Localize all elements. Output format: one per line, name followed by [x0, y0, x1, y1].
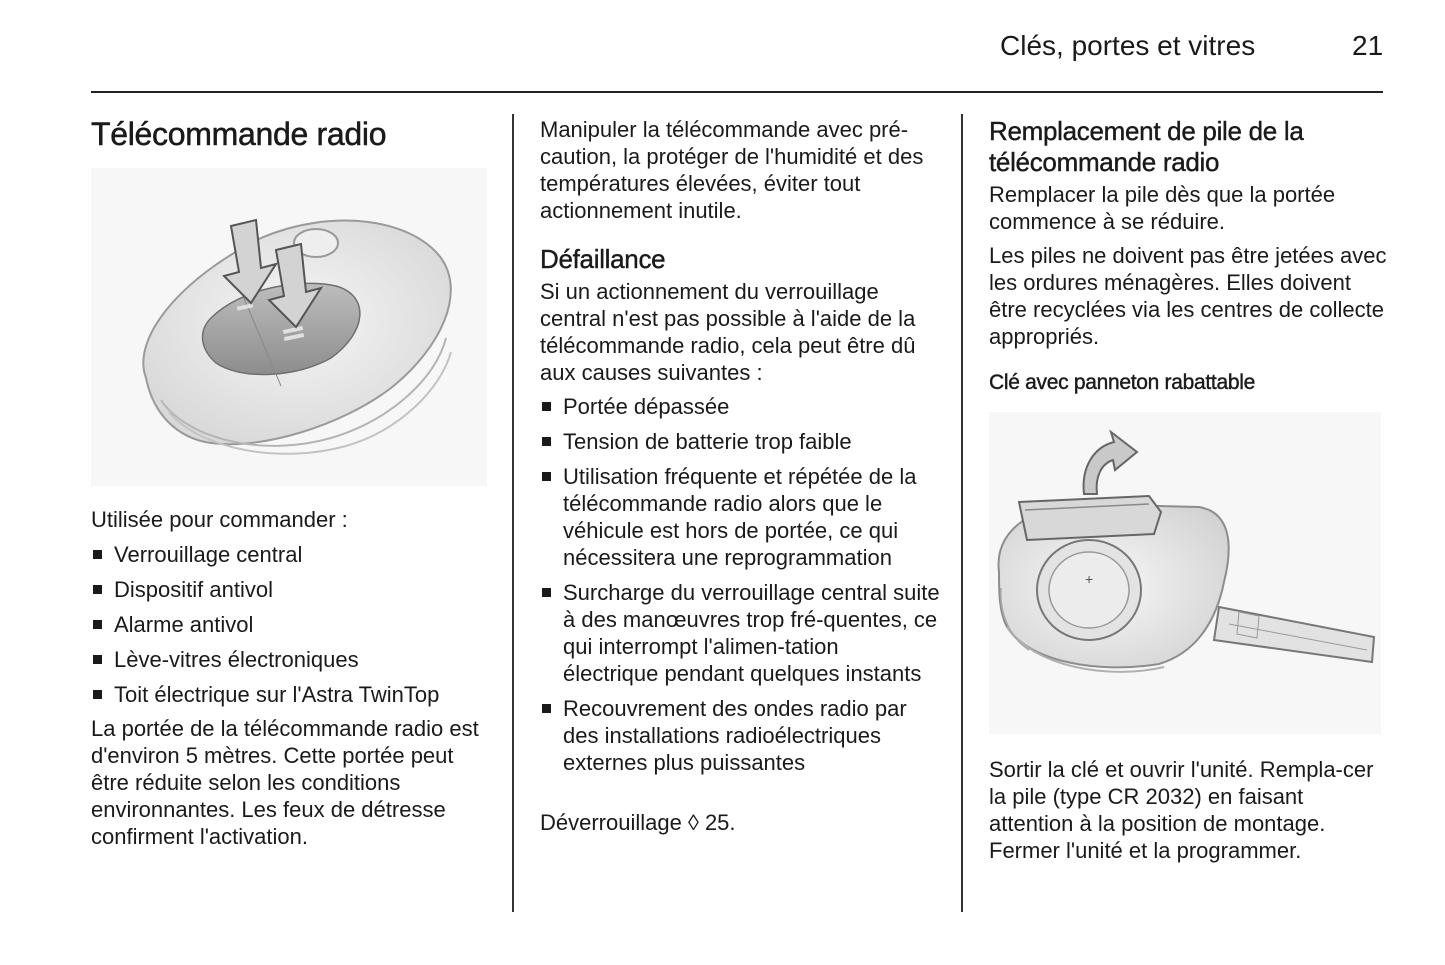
running-header-title: Clés, portes et vitres — [1000, 30, 1256, 61]
remote-functions-list — [91, 541, 491, 716]
list-item: Tension de batterie trop faible — [540, 428, 940, 455]
list-item: Verrouillage central — [91, 541, 491, 568]
list-item: Dispositif antivol — [91, 576, 491, 603]
section-title-failure: Défaillance — [540, 244, 666, 274]
replacement-paragraph: Sortir la clé et ouvrir l'unité. Rempla-cer la pile (type CR 2032) en faisant attention à la position de montage. Fermer l'unité et la programmer. — [989, 757, 1374, 863]
failure-causes-list — [540, 393, 940, 784]
list-item: Toit électrique sur l'Astra TwinTop — [91, 681, 491, 708]
section-title-remote: Télécommande radio — [91, 116, 387, 152]
list-item: Lève-vitres électroniques — [91, 646, 491, 673]
section-title-battery: Remplacement de pile de la télécommande radio — [989, 116, 1304, 177]
list-item: Alarme antivol — [91, 611, 491, 638]
range-paragraph: La portée de la télécommande radio est d'environ 5 mètres. Cette portée peut être réduite selon les conditions environnantes. Les feux de détresse confirment l'activation. — [91, 716, 479, 849]
flip-key-battery-illustration — [989, 412, 1381, 734]
header-rule — [91, 91, 1383, 93]
list-item: Portée dépassée — [540, 393, 940, 420]
page-number: 21 — [1352, 30, 1384, 61]
remote-intro: Utilisée pour commander : — [91, 507, 348, 532]
battery-paragraph: Remplacer la pile dès que la portée commence à se réduire. — [989, 182, 1336, 234]
disposal-paragraph: Les piles ne doivent pas être jetées avec les ordures ménagères. Elles doivent être recyclées via les centres de collecte appropriés. — [989, 243, 1387, 349]
list-item: Utilisation fréquente et répétée de la télécommande radio alors que le véhicule est hors de portée, ce qui nécessitera une reprogrammation — [540, 463, 940, 571]
list-item: Recouvrement des ondes radio par des installations radioélectriques externes plus puissantes — [540, 695, 940, 776]
handling-paragraph: Manipuler la télécommande avec pré-caution, la protéger de l'humidité et des températures élevées, éviter tout actionnement inutile. — [540, 117, 924, 223]
unlocking-cross-reference[interactable]: Déverrouillage ◊ 25. — [540, 810, 736, 835]
svg-text:+: + — [1085, 571, 1094, 587]
failure-paragraph: Si un actionnement du verrouillage central n'est pas possible à l'aide de la télécommande radio, cela peut être dû aux causes suivantes : — [540, 279, 916, 385]
column-divider-2 — [961, 114, 963, 912]
remote-key-illustration — [91, 168, 487, 486]
subtitle-flip-key: Clé avec panneton rabattable — [989, 371, 1255, 394]
column-divider-1 — [512, 114, 514, 912]
list-item: Surcharge du verrouillage central suite à des manœuvres trop fré-quentes, ce qui interrompt l'alimen-tation électrique pendant quelques instants — [540, 579, 940, 687]
